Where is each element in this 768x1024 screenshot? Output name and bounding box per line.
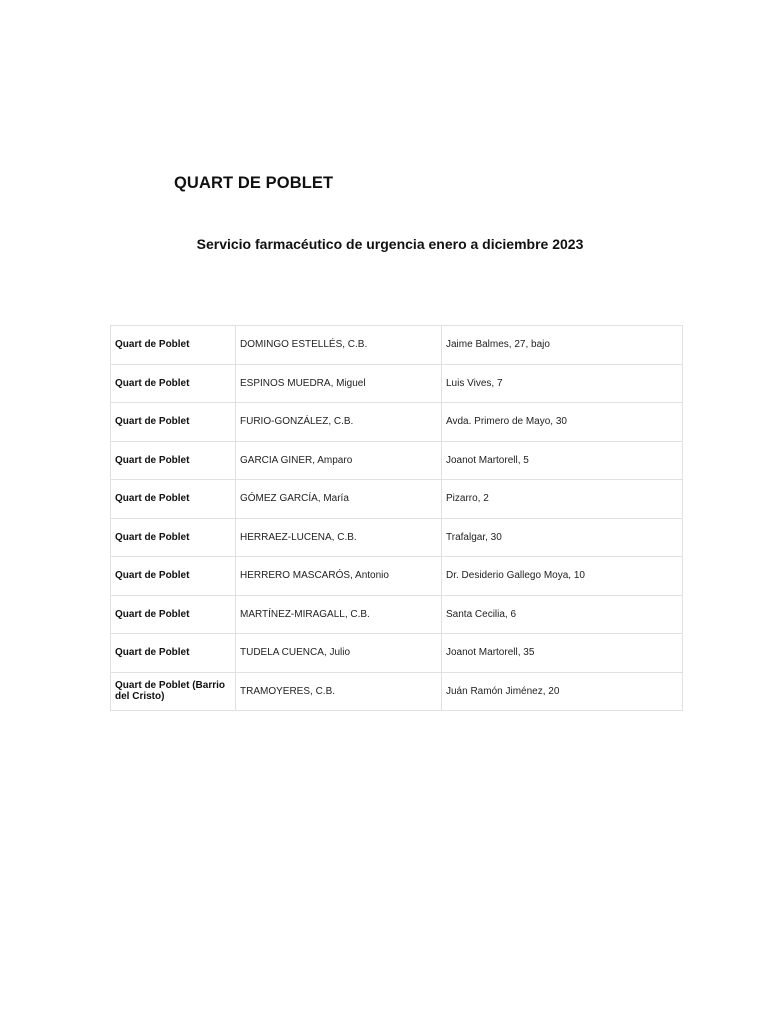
page-subtitle: Servicio farmacéutico de urgencia enero a diciembre 2023 [196,236,584,252]
town-cell: Quart de Poblet [111,480,236,519]
table-row [111,518,683,557]
address-cell: Trafalgar, 30 [442,518,683,557]
address-cell: Joanot Martorell, 35 [442,634,683,673]
table-row [111,595,683,634]
town-cell: Quart de Poblet [111,364,236,403]
table-row [111,326,683,365]
table-row [111,364,683,403]
address-cell: Jaime Balmes, 27, bajo [442,326,683,365]
pharmacy-table [110,325,683,711]
town-cell: Quart de Poblet (Barrio del Cristo) [111,672,236,711]
town-cell: Quart de Poblet [111,441,236,480]
address-cell: Joanot Martorell, 5 [442,441,683,480]
table-row [111,672,683,711]
pharmacy-name-cell: TUDELA CUENCA, Julio [236,634,442,673]
town-cell: Quart de Poblet [111,403,236,442]
table-row [111,557,683,596]
address-cell: Avda. Primero de Mayo, 30 [442,403,683,442]
pharmacy-name-cell: GÓMEZ GARCÍA, María [236,480,442,519]
pharmacy-name-cell: MARTÍNEZ-MIRAGALL, C.B. [236,595,442,634]
address-cell: Juán Ramón Jiménez, 20 [442,672,683,711]
address-cell: Santa Cecilia, 6 [442,595,683,634]
pharmacy-name-cell: HERRERO MASCARÓS, Antonio [236,557,442,596]
address-cell: Luis Vives, 7 [442,364,683,403]
page-title: QUART DE POBLET [174,174,334,192]
pharmacy-name-cell: DOMINGO ESTELLÉS, C.B. [236,326,442,365]
address-cell: Dr. Desiderio Gallego Moya, 10 [442,557,683,596]
pharmacy-name-cell: FURIO-GONZÁLEZ, C.B. [236,403,442,442]
town-cell: Quart de Poblet [111,557,236,596]
table-row [111,480,683,519]
address-cell: Pizarro, 2 [442,480,683,519]
pharmacy-name-cell: TRAMOYERES, C.B. [236,672,442,711]
town-cell: Quart de Poblet [111,326,236,365]
pharmacy-name-cell: HERRAEZ-LUCENA, C.B. [236,518,442,557]
table-row [111,634,683,673]
town-cell: Quart de Poblet [111,595,236,634]
town-cell: Quart de Poblet [111,634,236,673]
town-cell: Quart de Poblet [111,518,236,557]
pharmacy-name-cell: GARCIA GINER, Amparo [236,441,442,480]
table-row [111,403,683,442]
pharmacy-name-cell: ESPINOS MUEDRA, Miguel [236,364,442,403]
table-row [111,441,683,480]
